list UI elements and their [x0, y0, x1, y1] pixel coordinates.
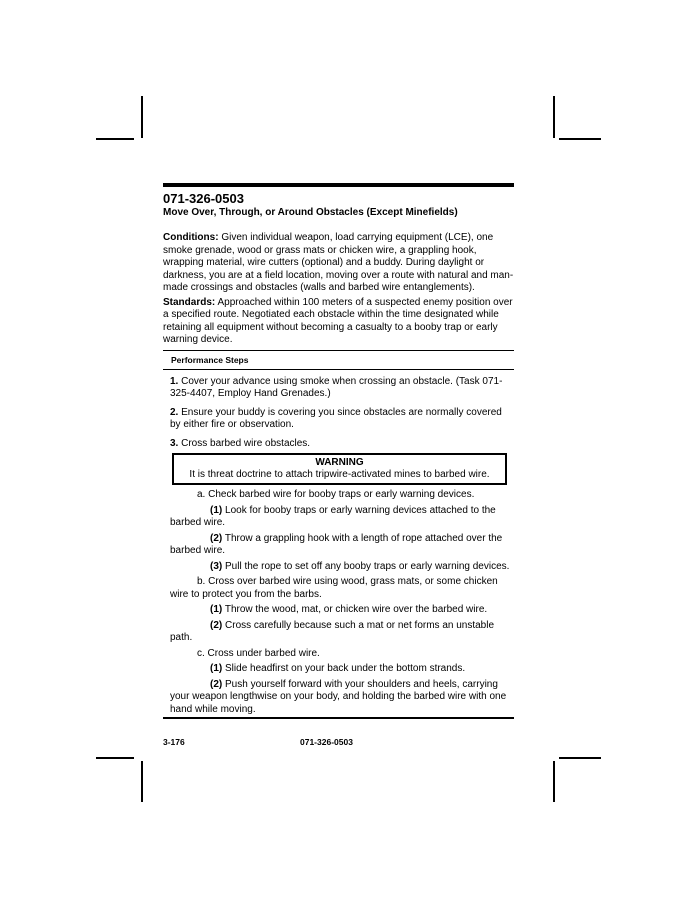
step-2: [163, 407, 514, 432]
top-rule: [163, 183, 514, 187]
conditions-label: Conditions:: [163, 232, 219, 243]
substep-marker: (2): [210, 532, 223, 544]
page-number: 3-176: [163, 736, 185, 747]
substep-text: Check barbed wire for booby traps or early warning devices.: [205, 489, 475, 500]
substep-text: Throw a grappling hook with a length of rope attached over the barbed wire.: [170, 532, 503, 556]
substep-a2: [163, 533, 514, 558]
crop-mark-bottom-right-vertical: [553, 761, 555, 802]
crop-mark-top-right-horizontal: [559, 138, 601, 140]
substep-b: [163, 576, 514, 601]
substep-c2: [163, 679, 514, 717]
substep-text: Pull the rope to set off any booby traps or early warning devices.: [222, 560, 510, 572]
substep-a3: [163, 561, 514, 574]
substep-marker: (1): [210, 504, 223, 516]
substep-marker: b.: [197, 576, 206, 587]
substep-a1: [163, 505, 514, 530]
crop-mark-bottom-left-horizontal: [96, 757, 134, 759]
substep-marker: (1): [210, 604, 223, 615]
step-3: [163, 438, 514, 451]
substep-marker: (3): [210, 560, 223, 572]
crop-mark-bottom-left-vertical: [141, 761, 143, 802]
step-text: Cover your advance using smoke when crossing an obstacle. (Task 071-325-4407, Employ Hand Grenades.): [170, 375, 503, 399]
performance-steps-heading: Performance Steps: [163, 350, 514, 370]
crop-mark-bottom-right-horizontal: [559, 757, 601, 759]
bottom-rule: [163, 717, 514, 719]
conditions-paragraph: [163, 232, 514, 295]
crop-mark-top-right-vertical: [553, 96, 555, 138]
task-title: Move Over, Through, or Around Obstacles (Except Minefields): [163, 207, 458, 218]
page-footer: [163, 737, 514, 751]
conditions-text: Given individual weapon, load carrying equipment (LCE), one smoke grenade, wood or grass mats or chicken wire, a grappling hook, wrapping material, wire cutters (optional) and a buddy. During daylight or darkness, you are at a field location, moving over a route with natural and man-made crossings and obstacles (walls and barbed wire entanglements).: [163, 232, 514, 293]
task-number: 071-326-0503: [163, 191, 244, 206]
step-number: 1.: [170, 375, 179, 387]
substep-marker: a.: [197, 489, 206, 500]
substep-text: Cross under barbed wire.: [204, 647, 320, 659]
step-number: 3.: [170, 437, 179, 449]
warning-box: [172, 453, 507, 485]
step-text: Cross barbed wire obstacles.: [178, 437, 311, 449]
substep-text: Cross over barbed wire using wood, grass mats, or some chicken wire to protect you from the barbs.: [170, 576, 498, 600]
substep-c: [163, 648, 514, 661]
substep-text: Cross carefully because such a mat or net forms an unstable path.: [170, 619, 495, 643]
substep-marker: (1): [210, 663, 223, 674]
substep-marker: c.: [197, 647, 205, 659]
step-number: 2.: [170, 406, 179, 418]
page-content: [163, 183, 514, 751]
substep-marker: (2): [210, 619, 223, 631]
standards-label: Standards:: [163, 296, 216, 308]
substep-text: Slide headfirst on your back under the bottom strands.: [222, 663, 466, 674]
crop-mark-top-left-horizontal: [96, 138, 134, 140]
substep-marker: (2): [210, 678, 223, 690]
standards-paragraph: [163, 297, 514, 347]
crop-mark-top-left-vertical: [141, 96, 143, 138]
standards-text: Approached within 100 meters of a suspected enemy position over a specified route. Negotiated each obstacle within the time designated while retaining all equipment without becoming a casualty to a booby trap or early warning device.: [163, 296, 513, 345]
substep-text: Throw the wood, mat, or chicken wire over the barbed wire.: [222, 604, 488, 615]
step-text: Ensure your buddy is covering you since obstacles are normally covered by either fire or observation.: [170, 406, 502, 430]
substep-c1: [163, 663, 514, 676]
footer-task-number: 071-326-0503: [300, 736, 353, 747]
step-1: [163, 376, 514, 401]
warning-title: WARNING: [315, 457, 364, 468]
substep-a: [163, 489, 514, 502]
substep-text: Push yourself forward with your shoulders and heels, carrying your weapon lengthwise on your body, and holding the barbed wire with one hand while moving.: [170, 678, 507, 715]
substep-text: Look for booby traps or early warning devices attached to the barbed wire.: [170, 504, 496, 528]
substep-b2: [163, 620, 514, 645]
warning-text: It is threat doctrine to attach tripwire-activated mines to barbed wire.: [189, 469, 490, 480]
substep-b1: [163, 604, 514, 617]
